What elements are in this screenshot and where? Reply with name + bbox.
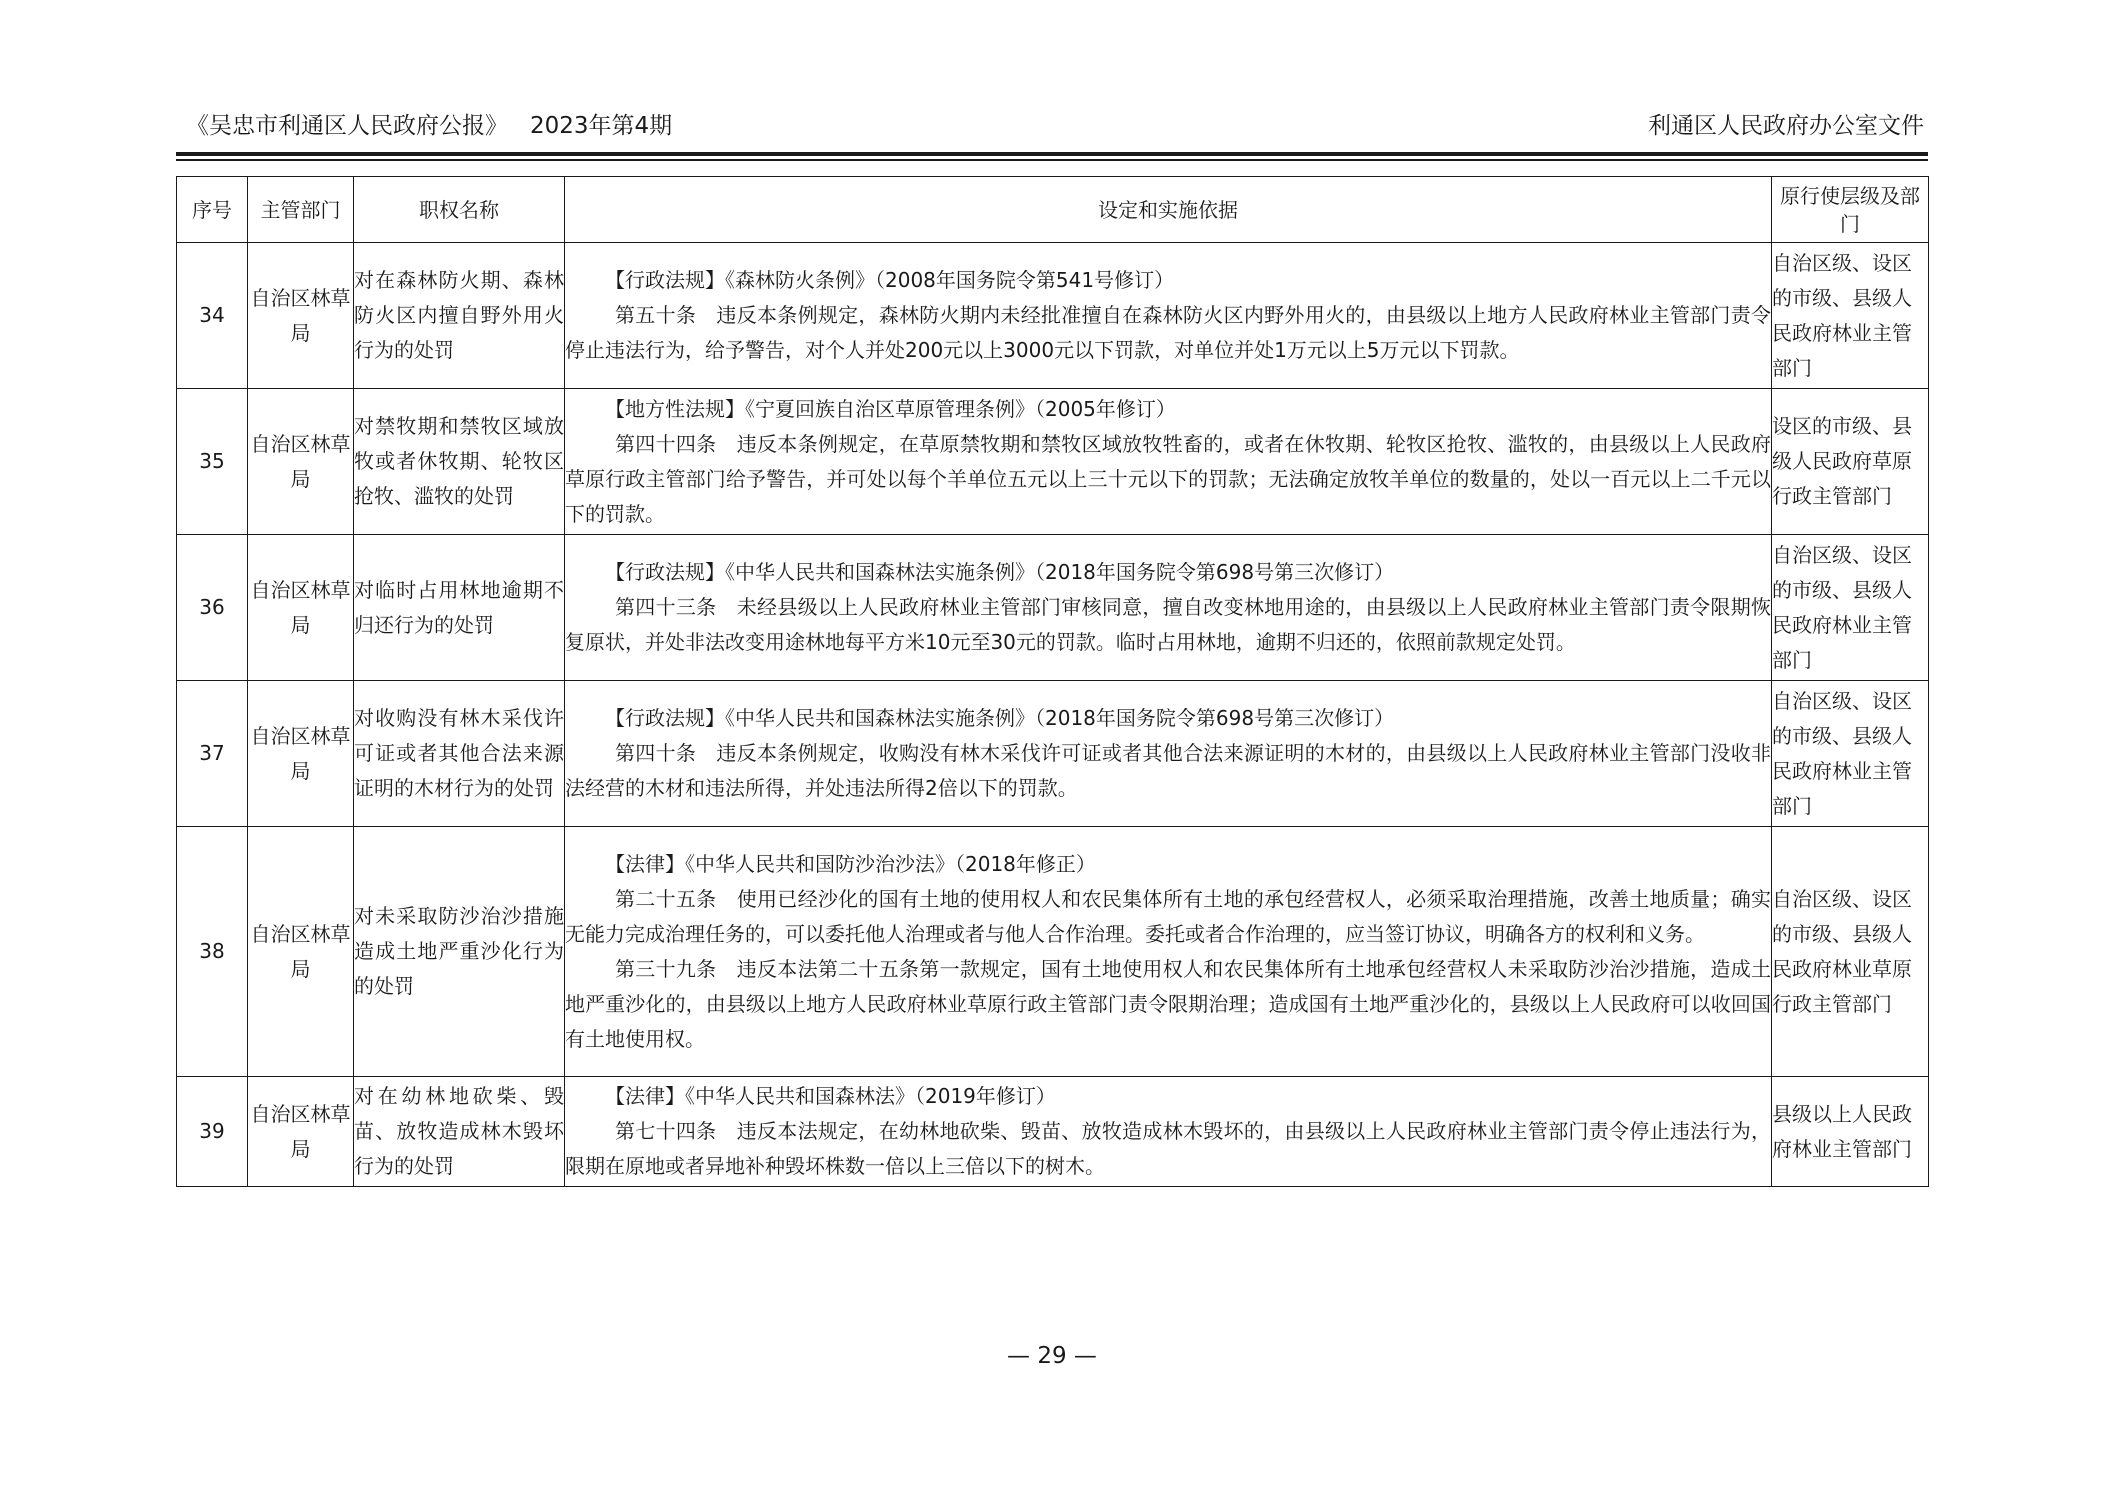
table-row: [177, 681, 1929, 827]
table-row: [177, 535, 1929, 681]
row-number: 39: [177, 1077, 248, 1187]
basis-paragraph: 第四十条 违反本条例规定，收购没有林木采伐许可证或者其他合法来源证明的木材的，由县级以上人民政府林业主管部门没收非法经营的木材和违法所得，并处违法所得2倍以下的罚款。: [565, 741, 1771, 800]
row-power-name: 对未采取防沙治沙措施造成土地严重沙化行为的处罚: [354, 827, 565, 1077]
row-basis: [565, 827, 1772, 1077]
row-number: 36: [177, 535, 248, 681]
basis-paragraph: 第五十条 违反本条例规定，森林防火期内未经批准擅自在森林防火区内野外用火的，由县级以上地方人民政府林业主管部门责令停止违法行为，给予警告，对个人并处200元以上3000元以下罚款，对单位并处1万元以上5万元以下罚款。: [565, 303, 1771, 362]
row-power-name: 对禁牧期和禁牧区域放牧或者休牧期、轮牧区抢牧、滥牧的处罚: [354, 389, 565, 535]
table-row: [177, 1077, 1929, 1187]
row-department: 自治区林草局: [248, 243, 354, 389]
header-left: [186, 110, 672, 142]
row-basis: [565, 389, 1772, 535]
table-row: [177, 389, 1929, 535]
row-basis: [565, 1077, 1772, 1187]
row-power-name: 对在幼林地砍柴、毁苗、放牧造成林木毁坏行为的处罚: [354, 1077, 565, 1187]
basis-paragraph: 第二十五条 使用已经沙化的国有土地的使用权人和农民集体所有土地的承包经营权人，必须采取治理措施，改善土地质量；确实无能力完成治理任务的，可以委托他人治理或者与他人合作治理。委托或者合作治理的，应当签订协议，明确各方的权利和义务。: [565, 886, 1771, 946]
row-number: 38: [177, 827, 248, 1077]
basis-title: 【地方性法规】《宁夏回族自治区草原管理条例》（2005年修订）: [605, 396, 1176, 421]
basis-paragraph: 第四十三条 未经县级以上人民政府林业主管部门审核同意，擅自改变林地用途的，由县级以上人民政府林业主管部门责令限期恢复原状，并处非法改变用途林地每平方米10元至30元的罚款。临时占用林地，逾期不归还的，依照前款规定处罚。: [565, 595, 1771, 654]
page-number: — 29 —: [1007, 1343, 1097, 1369]
header-rule-thin: [176, 159, 1928, 161]
basis-title: 【法律】《中华人民共和国防沙治沙法》（2018年修正）: [605, 851, 1096, 876]
row-department: 自治区林草局: [248, 1077, 354, 1187]
basis-paragraph: 第七十四条 违反本法规定，在幼林地砍柴、毁苗、放牧造成林木毁坏的，由县级以上人民政府林业主管部门责令停止违法行为，限期在原地或者异地补种毁坏株数一倍以上三倍以下的树木。: [565, 1119, 1771, 1178]
column-header-level: 原行使层级及部门: [1772, 177, 1929, 243]
row-basis: [565, 535, 1772, 681]
powers-table: [176, 176, 1929, 1187]
row-basis: [565, 243, 1772, 389]
row-power-name: 对在森林防火期、森林防火区内擅自野外用火行为的处罚: [354, 243, 565, 389]
column-header-power-name: 职权名称: [354, 177, 565, 243]
column-header-basis: 设定和实施依据: [565, 177, 1772, 243]
row-level: 设区的市级、县级人民政府草原行政主管部门: [1772, 389, 1929, 535]
issue-number: 2023年第4期: [530, 113, 673, 139]
row-level: 自治区级、设区的市级、县级人民政府林业主管部门: [1772, 535, 1929, 681]
column-header-number: 序号: [177, 177, 248, 243]
row-level: 自治区级、设区的市级、县级人民政府林业主管部门: [1772, 681, 1929, 827]
table-row: [177, 827, 1929, 1077]
basis-title: 【行政法规】《中华人民共和国森林法实施条例》（2018年国务院令第698号第三次修订）: [605, 706, 1395, 730]
basis-title: 【行政法规】《森林防火条例》（2008年国务院令第541号修订）: [605, 268, 1175, 292]
row-level: 自治区级、设区的市级、县级人民政府林业主管部门: [1772, 243, 1929, 389]
publication-title: 《吴忠市利通区人民政府公报》: [186, 113, 508, 139]
row-number: 35: [177, 389, 248, 535]
table-row: [177, 243, 1929, 389]
row-level: 县级以上人民政府林业主管部门: [1772, 1077, 1929, 1187]
table-header-row: [177, 177, 1929, 243]
page-header: [176, 110, 1928, 142]
basis-title: 【行政法规】《中华人民共和国森林法实施条例》（2018年国务院令第698号第三次修订）: [605, 560, 1395, 584]
basis-paragraph: 第三十九条 违反本法第二十五条第一款规定，国有土地使用权人和农民集体所有土地承包经营权人未采取防沙治沙措施，造成土地严重沙化的，由县级以上地方人民政府林业草原行政主管部门责令限期治理；造成国有土地严重沙化的，县级以上人民政府可以收回国有土地使用权。: [565, 956, 1771, 1051]
row-basis: [565, 681, 1772, 827]
header-office: 利通区人民政府办公室文件: [1648, 113, 1924, 139]
row-department: 自治区林草局: [248, 389, 354, 535]
basis-title: 【法律】《中华人民共和国森林法》（2019年修订）: [605, 1084, 1056, 1108]
row-power-name: 对收购没有林木采伐许可证或者其他合法来源证明的木材行为的处罚: [354, 681, 565, 827]
row-number: 37: [177, 681, 248, 827]
header-rule-thick: [176, 152, 1928, 156]
basis-paragraph: 第四十四条 违反本条例规定，在草原禁牧期和禁牧区域放牧牲畜的，或者在休牧期、轮牧区抢牧、滥牧的，由县级以上人民政府草原行政主管部门给予警告，并可处以每个羊单位五元以上三十元以下的罚款；无法确定放牧羊单位的数量的，处以一百元以上二千元以下的罚款。: [565, 431, 1771, 526]
column-header-department: 主管部门: [248, 177, 354, 243]
row-power-name: 对临时占用林地逾期不归还行为的处罚: [354, 535, 565, 681]
row-department: 自治区林草局: [248, 681, 354, 827]
row-level: 自治区级、设区的市级、县级人民政府林业草原行政主管部门: [1772, 827, 1929, 1077]
row-department: 自治区林草局: [248, 827, 354, 1077]
row-number: 34: [177, 243, 248, 389]
row-department: 自治区林草局: [248, 535, 354, 681]
